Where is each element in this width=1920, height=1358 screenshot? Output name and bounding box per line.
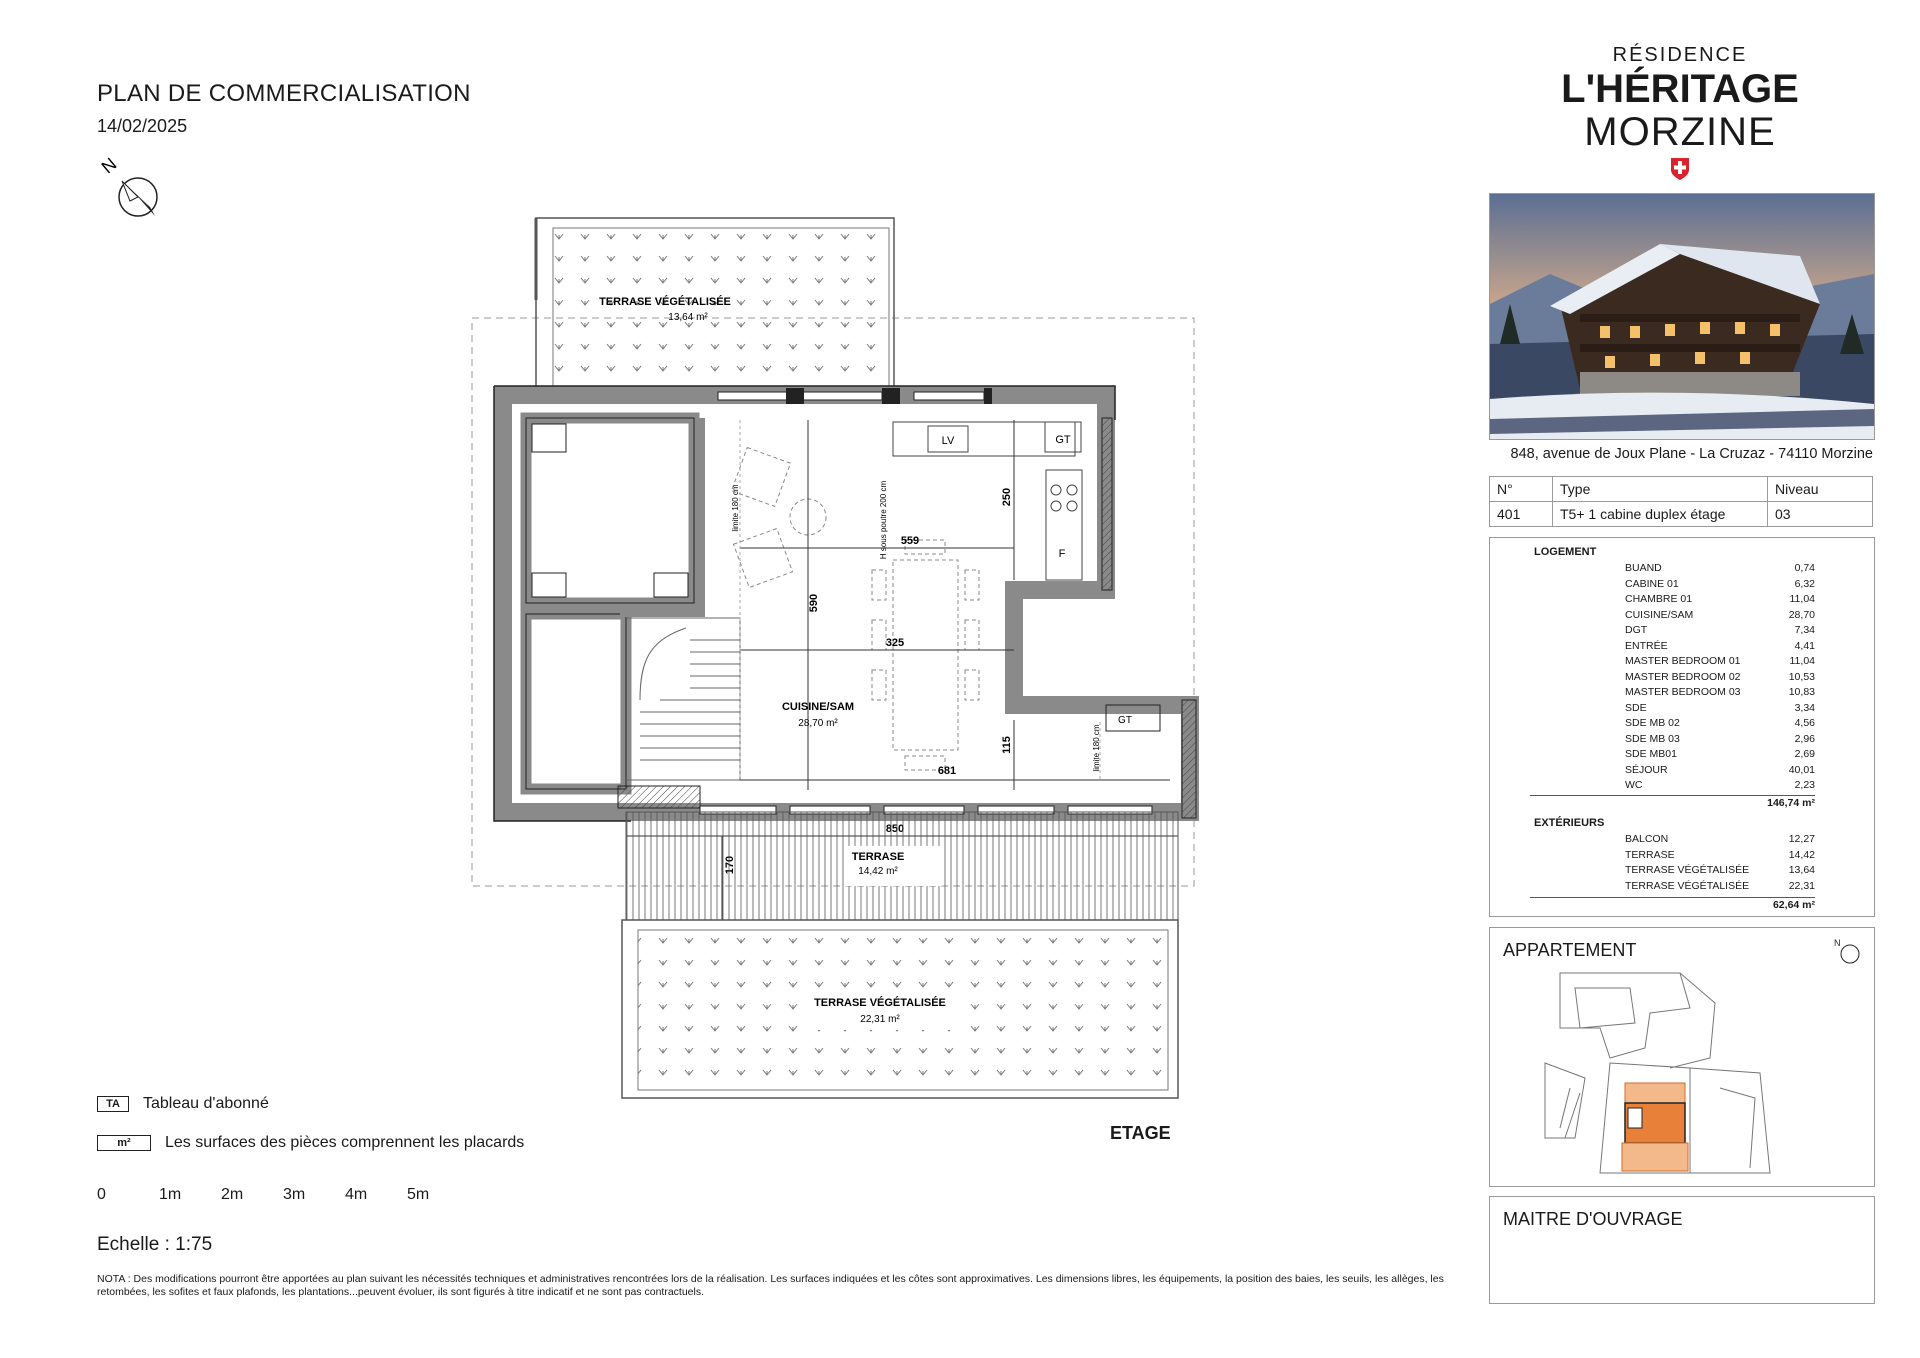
surface-room-name: CHAMBRE 01 [1625, 593, 1693, 605]
surface-room-area: 12,27 [1788, 833, 1815, 845]
surface-room-area: 4,41 [1794, 639, 1815, 652]
header-type: Type [1553, 477, 1768, 502]
surface-row [1625, 562, 1815, 574]
address: 848, avenue de Joux Plane - La Cruzaz - 74110 Morzine [1510, 446, 1873, 462]
scale-caption: Echelle : 1:75 [97, 1234, 213, 1255]
surface-room-name: TERRASE [1625, 848, 1675, 861]
unit-level: 03 [1768, 502, 1873, 527]
surface-room-area: 2,69 [1794, 748, 1815, 760]
surface-room-name: MASTER BEDROOM 01 [1625, 655, 1741, 667]
legend-ta [97, 1095, 269, 1113]
building-render-image [1489, 193, 1875, 440]
north-letter: N [97, 153, 121, 178]
terrace-area: 14,42 m² [858, 866, 898, 877]
limit-left: limite 180 cm [731, 484, 740, 532]
surface-room-area: 3,34 [1794, 701, 1815, 714]
surface-row [1625, 593, 1815, 605]
fixture-f: F [1058, 548, 1066, 560]
exterieurs-title: EXTÉRIEURS [1534, 817, 1605, 829]
surface-room-name: SDE MB 03 [1625, 732, 1680, 745]
surface-room-name: DGT [1625, 624, 1648, 636]
surface-room-area: 28,70 [1788, 608, 1815, 621]
fixture-lv: LV [941, 435, 955, 447]
dim-590: 590 [808, 593, 820, 613]
limit-mid: H sous poutre 200 cm [879, 480, 888, 560]
surface-room-name: WC [1625, 779, 1643, 791]
dim-559: 559 [900, 535, 920, 547]
fixture-gt-top: GT [1055, 434, 1071, 446]
kitchen-name: CUISINE/SAM [781, 701, 855, 713]
terrace-name: TERRASE [851, 851, 905, 863]
surface-room-area: 0,74 [1794, 562, 1815, 574]
header-number: N° [1490, 477, 1553, 502]
dim-115: 115 [1001, 736, 1013, 754]
bottom-terrace-area: 22,31 m² [860, 1014, 900, 1025]
limit-right: limite 180 cm [1092, 724, 1101, 772]
brand-line2: L'HÉRITAGE [1561, 67, 1799, 111]
surface-row [1625, 671, 1815, 683]
surface-row [1625, 849, 1815, 861]
surface-row [1625, 624, 1815, 636]
exterieurs-total: 62,64 m² [1530, 897, 1815, 911]
surface-room-area: 14,42 [1788, 848, 1815, 861]
surface-row [1625, 764, 1815, 776]
surface-row [1625, 609, 1815, 621]
surface-room-area: 10,83 [1788, 686, 1815, 698]
legend-m2 [97, 1134, 524, 1152]
logement-total: 146,74 m² [1530, 795, 1815, 809]
kitchen-area: 28,70 m² [798, 718, 838, 729]
surface-room-name: BALCON [1625, 833, 1669, 845]
surface-row [1625, 833, 1815, 845]
surface-room-name: MASTER BEDROOM 02 [1625, 670, 1741, 683]
level-label: ETAGE [1110, 1123, 1171, 1143]
surface-room-area: 2,23 [1794, 779, 1815, 791]
surface-room-name: TERRASE VÉGÉTALISÉE [1625, 864, 1750, 876]
brand-line1: RÉSIDENCE [1612, 44, 1748, 66]
brand-line3: MORZINE [1584, 110, 1776, 154]
surface-room-name: ENTRÉE [1625, 639, 1668, 652]
scale-tick: 1m [159, 1186, 182, 1203]
dim-250: 250 [1001, 487, 1013, 507]
savoie-flag-icon [1670, 157, 1690, 181]
surface-room-area: 6,32 [1794, 577, 1815, 590]
dining-table [732, 448, 979, 770]
surface-room-name: SÉJOUR [1625, 763, 1668, 776]
surface-row [1625, 717, 1815, 729]
surface-room-name: BUAND [1625, 562, 1662, 574]
developer-panel [1489, 1196, 1875, 1304]
windows-top [718, 392, 984, 400]
surfaces-panel [1489, 537, 1875, 917]
brand-logo [1490, 44, 1870, 186]
surface-row [1625, 880, 1815, 892]
dim-325: 325 [885, 637, 905, 649]
header-level: Niveau [1768, 477, 1873, 502]
surface-room-area: 40,01 [1788, 763, 1815, 776]
surface-row [1625, 686, 1815, 698]
legend-ta-box: TA [97, 1096, 129, 1112]
scale-tick: 0 [97, 1186, 106, 1203]
svg-text:N: N [1834, 938, 1841, 948]
surface-room-name: CABINE 01 [1625, 577, 1679, 590]
document-title: PLAN DE COMMERCIALISATION [97, 80, 471, 107]
bottom-terrace-name: TERRASE VÉGÉTALISÉE [814, 997, 946, 1009]
surface-room-area: 11,04 [1789, 593, 1815, 605]
surface-row [1625, 702, 1815, 714]
surface-room-name: TERRASE VÉGÉTALISÉE [1625, 879, 1750, 892]
surface-room-area: 11,04 [1789, 655, 1815, 667]
surface-room-area: 13,64 [1788, 864, 1815, 876]
north-arrow-small-icon [1832, 936, 1864, 968]
surface-room-area: 10,53 [1788, 670, 1815, 683]
surface-row [1625, 748, 1815, 760]
surface-room-area: 22,31 [1788, 879, 1815, 892]
surface-room-area: 7,34 [1794, 624, 1815, 636]
location-panel [1489, 927, 1875, 1187]
surface-room-name: SDE [1625, 701, 1647, 714]
legend-ta-label: Tableau d'abonné [143, 1095, 269, 1112]
unit-number: 401 [1490, 502, 1553, 527]
surface-row [1625, 640, 1815, 652]
unit-table-row [1490, 502, 1873, 527]
north-arrow-icon [119, 178, 157, 216]
developer-panel-title: MAITRE D'OUVRAGE [1503, 1209, 1683, 1229]
scale-tick: 5m [407, 1186, 430, 1203]
surface-row [1625, 733, 1815, 745]
surface-room-name: MASTER BEDROOM 03 [1625, 686, 1741, 698]
scale-tick: 4m [345, 1186, 368, 1203]
legend-m2-box: m² [97, 1135, 151, 1151]
surface-row [1625, 578, 1815, 590]
surface-room-name: CUISINE/SAM [1625, 608, 1694, 621]
scale-tick: 3m [283, 1186, 306, 1203]
surface-room-area: 2,96 [1794, 732, 1815, 745]
unit-type: T5+ 1 cabine duplex étage [1553, 502, 1768, 527]
legend-m2-label: Les surfaces des pièces comprennent les placards [165, 1134, 525, 1151]
building-key-plan [1540, 968, 1790, 1180]
surface-row [1625, 779, 1815, 791]
staircase [626, 618, 740, 780]
top-terrace-area: 13,64 m² [668, 312, 708, 323]
top-terrace-name: TERRASE VÉGÉTALISÉE [599, 296, 731, 308]
surface-room-name: SDE MB01 [1625, 748, 1677, 760]
surface-room-name: SDE MB 02 [1625, 717, 1680, 729]
dim-681: 681 [937, 765, 957, 777]
disclaimer-note: NOTA : Des modifications pourront être apportées au plan suivant les nécessités techniques et administratives rencontrées lors de la réalisation. Les surfaces indiquées et les côtes sont approximatives. Les dimensions libres, les équipements, la position des baies, les seuils, les allèges, les retombées, les sofites et faux plafonds, les plantations...peuvent évoluer, ils sont figurés à titre indicatif et ne sont pas contractuels. [97, 1273, 1444, 1298]
surface-row [1625, 655, 1815, 667]
unit-table [1489, 476, 1873, 527]
surface-row [1625, 864, 1815, 876]
scale-tick: 2m [221, 1186, 244, 1203]
fixture-gt-bottom: GT [1118, 715, 1132, 726]
location-panel-title: APPARTEMENT [1503, 940, 1637, 960]
document-date: 14/02/2025 [97, 116, 188, 136]
unit-table-header [1490, 477, 1873, 502]
surface-room-area: 4,56 [1794, 717, 1815, 729]
logement-title: LOGEMENT [1534, 546, 1597, 558]
